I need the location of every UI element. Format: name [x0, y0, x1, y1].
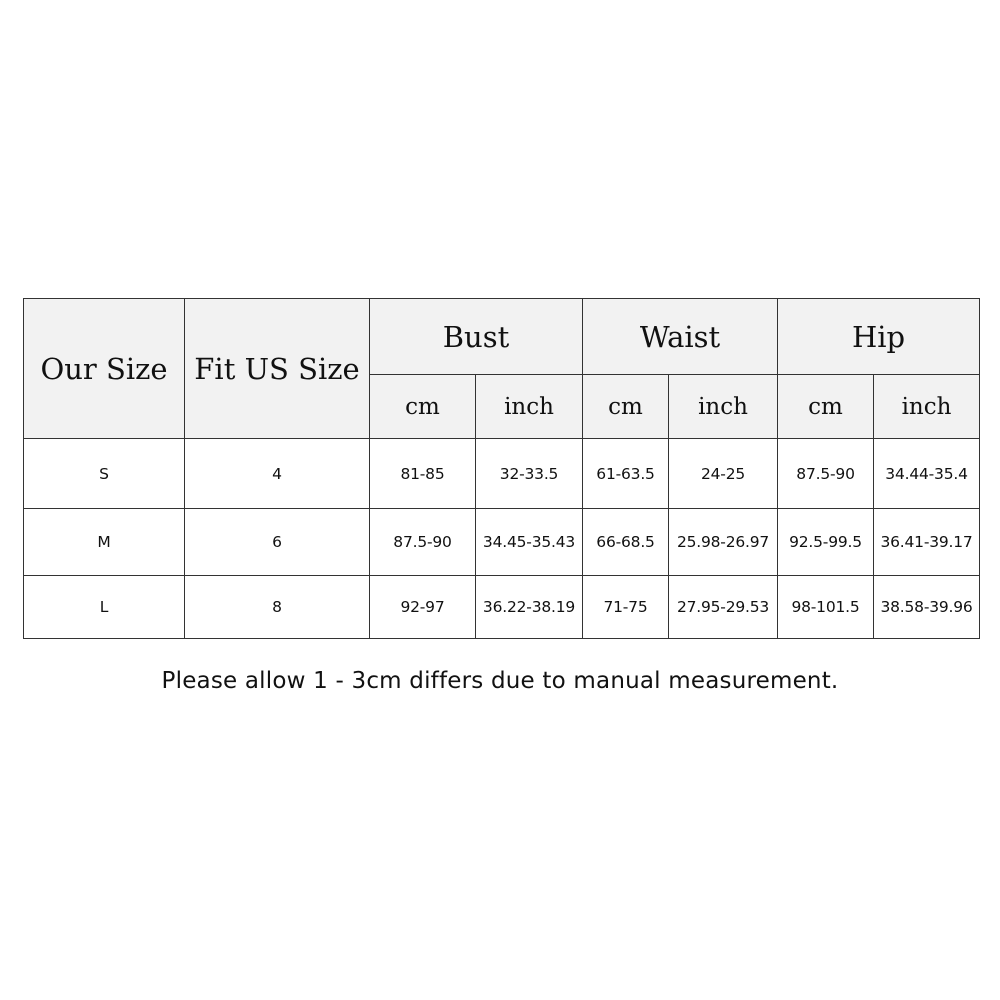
header-waist-inch: inch [669, 375, 778, 439]
header-fit-us-size: Fit US Size [185, 299, 370, 439]
cell-hip-cm: 98-101.5 [778, 576, 874, 639]
cell-fit-us: 4 [185, 439, 370, 509]
header-hip-cm: cm [778, 375, 874, 439]
cell-bust-inch: 34.45-35.43 [476, 509, 583, 576]
cell-bust-inch: 32-33.5 [476, 439, 583, 509]
header-hip: Hip [778, 299, 980, 375]
cell-bust-cm: 92-97 [370, 576, 476, 639]
cell-our-size: L [24, 576, 185, 639]
size-chart-table [23, 298, 980, 639]
header-row-groups [24, 299, 980, 375]
cell-waist-inch: 25.98-26.97 [669, 509, 778, 576]
cell-our-size: M [24, 509, 185, 576]
header-waist: Waist [583, 299, 778, 375]
table-row [24, 439, 980, 509]
cell-fit-us: 8 [185, 576, 370, 639]
cell-waist-inch: 24-25 [669, 439, 778, 509]
cell-waist-cm: 61-63.5 [583, 439, 669, 509]
header-bust-cm: cm [370, 375, 476, 439]
header-bust-inch: inch [476, 375, 583, 439]
cell-hip-inch: 38.58-39.96 [874, 576, 980, 639]
cell-fit-us: 6 [185, 509, 370, 576]
cell-bust-cm: 87.5-90 [370, 509, 476, 576]
measurement-note: Please allow 1 - 3cm differs due to manual measurement. [161, 668, 839, 694]
header-our-size: Our Size [24, 299, 185, 439]
header-bust: Bust [370, 299, 583, 375]
cell-bust-inch: 36.22-38.19 [476, 576, 583, 639]
cell-waist-cm: 66-68.5 [583, 509, 669, 576]
cell-hip-inch: 34.44-35.4 [874, 439, 980, 509]
cell-our-size: S [24, 439, 185, 509]
cell-hip-cm: 87.5-90 [778, 439, 874, 509]
cell-waist-inch: 27.95-29.53 [669, 576, 778, 639]
cell-waist-cm: 71-75 [583, 576, 669, 639]
table-row [24, 509, 980, 576]
cell-bust-cm: 81-85 [370, 439, 476, 509]
table-row [24, 576, 980, 639]
cell-hip-inch: 36.41-39.17 [874, 509, 980, 576]
header-waist-cm: cm [583, 375, 669, 439]
header-hip-inch: inch [874, 375, 980, 439]
cell-hip-cm: 92.5-99.5 [778, 509, 874, 576]
